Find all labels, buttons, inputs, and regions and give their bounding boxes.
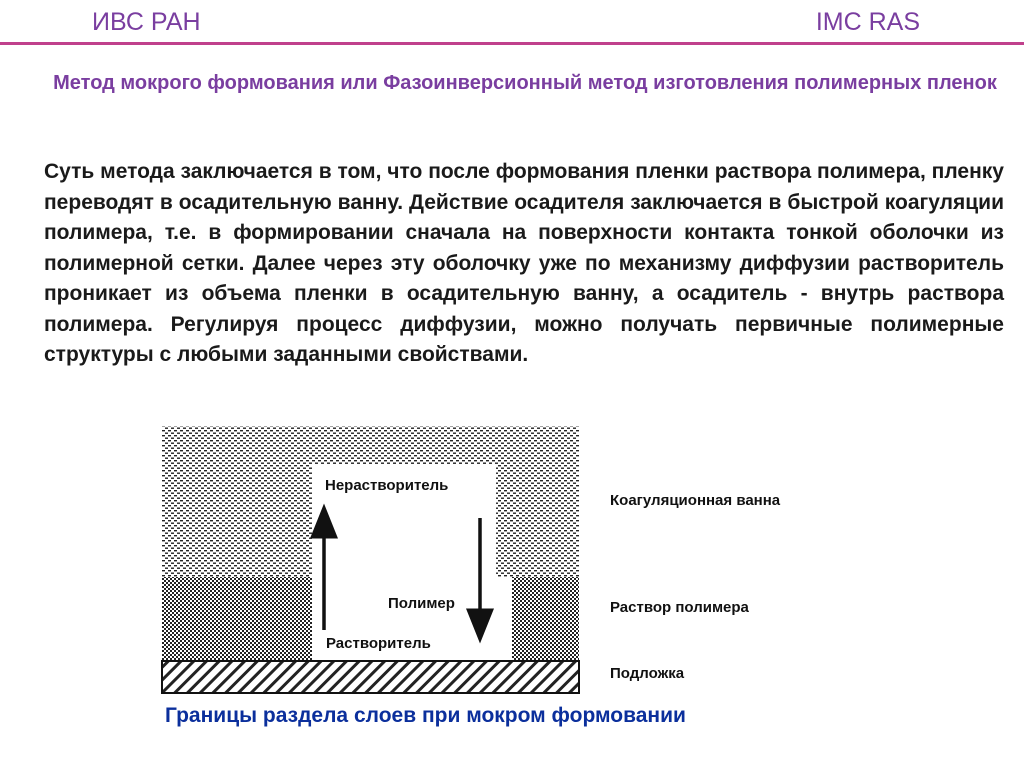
figure-caption: Границы раздела слоев при мокром формовании — [165, 704, 686, 727]
non-solvent-label: Нерастворитель — [325, 477, 449, 494]
substrate-layer — [162, 661, 579, 693]
slide-title: Метод мокрого формования или Фазоинверсионный метод изготовления полимерных пленок — [53, 72, 997, 94]
header-left-text: ИВС РАН — [92, 8, 201, 36]
polymer-label: Полимер — [388, 595, 455, 612]
solution-side-label: Раствор полимера — [610, 599, 749, 616]
header-right-text: IMC RAS — [815, 8, 920, 36]
bath-side-label: Коагуляционная ванна — [610, 492, 781, 509]
body-paragraph: Суть метода заключается в том, что после формования пленки раствора полимера, пленку переводят в осадительную ванну. Действие осадителя заключается в быстрой коагуляции полимера, т.е. в формировании сначала на поверхности контакта тонкой оболочки из полимерной сетки. Далее через эту оболочку уже по механизму диффузии растворитель проникает из объема пленки в осадительную ванну, а осадитель - внутрь раствора полимера. Регулируя процесс диффузии, можно получать первичные полимерные структуры с любыми заданными свойствами. — [44, 160, 1004, 366]
substrate-side-label: Подложка — [610, 665, 685, 682]
solvent-label: Растворитель — [326, 635, 431, 652]
